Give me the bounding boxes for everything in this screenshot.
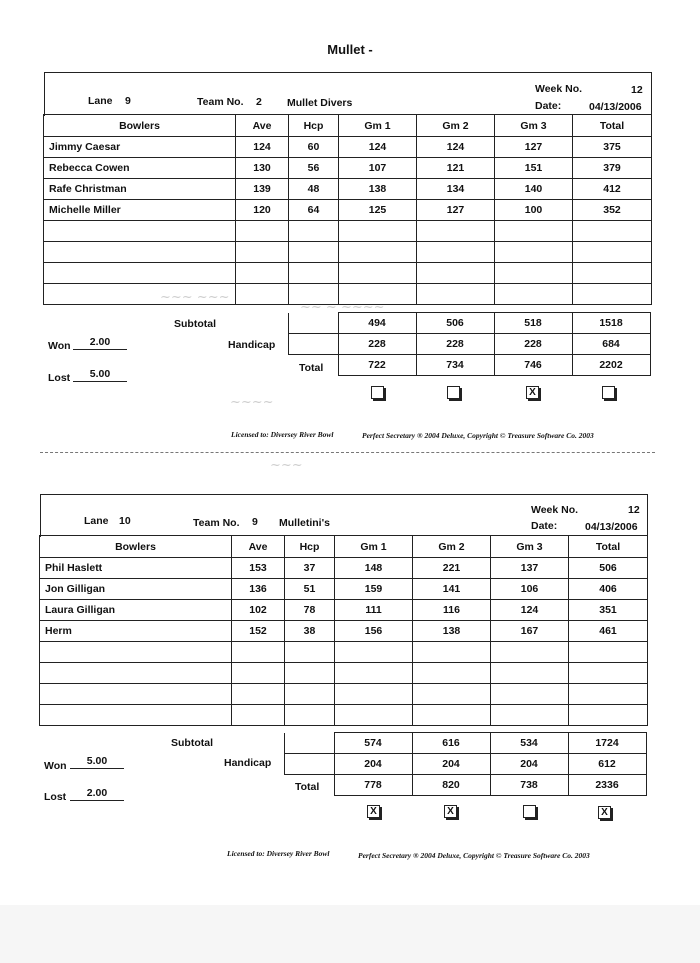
bleed-through-marks: ~~~ xyxy=(270,458,303,473)
bowler-ave: 124 xyxy=(236,137,289,158)
empty-row xyxy=(44,221,652,242)
won-label: Won xyxy=(44,760,67,772)
lane-label: Lane xyxy=(88,95,113,107)
bowler-gm1: 125 xyxy=(339,200,417,221)
subtotal-label: Subtotal xyxy=(174,318,216,330)
bowler-name: Michelle Miller xyxy=(44,200,236,221)
handicap-gm1: 228 xyxy=(338,334,416,355)
table-row xyxy=(40,621,648,642)
subtotal-total: 1518 xyxy=(572,313,650,334)
bleed-through-marks: ~~ ~ ~~~~ xyxy=(300,300,385,315)
handicap-row xyxy=(231,754,646,775)
total-gm2: 734 xyxy=(416,355,494,376)
copyright-text: Perfect Secretary ® 2004 Deluxe, Copyright © Treasure Software Co. 2003 xyxy=(362,431,594,440)
handicap-gm3: 204 xyxy=(490,754,568,775)
total-label: Total xyxy=(299,362,324,374)
total-label: Total xyxy=(295,781,320,793)
bowler-total: 412 xyxy=(573,179,652,200)
bowler-gm1: 138 xyxy=(339,179,417,200)
date-value: 04/13/2006 xyxy=(585,521,638,533)
subtotal-gm2: 616 xyxy=(412,733,490,754)
bowler-name: Rebecca Cowen xyxy=(44,158,236,179)
empty-row xyxy=(40,705,648,726)
empty-row xyxy=(40,663,648,684)
gm2-header: Gm 2 xyxy=(413,536,491,558)
bowler-gm2: 221 xyxy=(413,558,491,579)
totals-table xyxy=(231,732,647,796)
bowler-gm2: 134 xyxy=(417,179,495,200)
bleed-through-marks: ~~~ ~~~ xyxy=(160,290,230,305)
bowler-gm3: 124 xyxy=(491,600,569,621)
total-win-checkbox[interactable]: X xyxy=(598,806,611,819)
bowler-total: 375 xyxy=(573,137,652,158)
bowler-gm3: 140 xyxy=(495,179,573,200)
empty-row xyxy=(44,263,652,284)
bowler-total: 506 xyxy=(569,558,648,579)
bowler-gm1: 159 xyxy=(335,579,413,600)
sheet-header xyxy=(44,72,652,116)
bowler-gm2: 127 xyxy=(417,200,495,221)
subtotal-gm1: 574 xyxy=(334,733,412,754)
bowler-name: Jon Gilligan xyxy=(40,579,232,600)
game3-win-checkbox[interactable]: X xyxy=(526,386,539,399)
bowler-ave: 102 xyxy=(232,600,285,621)
bowler-ave: 136 xyxy=(232,579,285,600)
bowler-total: 461 xyxy=(569,621,648,642)
bowler-gm3: 151 xyxy=(495,158,573,179)
bowler-name: Laura Gilligan xyxy=(40,600,232,621)
week-no-value: 12 xyxy=(628,504,640,516)
game3-win-checkbox[interactable] xyxy=(523,805,536,818)
sheet-header xyxy=(40,494,648,537)
license-text: Licensed to: Diversey River Bowl xyxy=(231,430,334,439)
total-header: Total xyxy=(569,536,648,558)
bowler-gm3: 106 xyxy=(491,579,569,600)
bowler-gm1: 124 xyxy=(339,137,417,158)
total-header: Total xyxy=(573,115,652,137)
bowler-hcp: 60 xyxy=(289,137,339,158)
subtotal-gm1: 494 xyxy=(338,313,416,334)
total-row xyxy=(235,355,650,376)
copyright-text: Perfect Secretary ® 2004 Deluxe, Copyright © Treasure Software Co. 2003 xyxy=(358,851,590,860)
lost-value: 5.00 xyxy=(73,368,127,382)
bowler-gm2: 121 xyxy=(417,158,495,179)
team-no-label: Team No. xyxy=(197,96,244,108)
handicap-gm3: 228 xyxy=(494,334,572,355)
total-total: 2202 xyxy=(572,355,650,376)
game1-win-checkbox[interactable]: X xyxy=(367,805,380,818)
gm3-header: Gm 3 xyxy=(491,536,569,558)
handicap-gm2: 228 xyxy=(416,334,494,355)
week-no-label: Week No. xyxy=(535,83,583,95)
bowler-total: 352 xyxy=(573,200,652,221)
table-row xyxy=(44,158,652,179)
bowler-total: 406 xyxy=(569,579,648,600)
bowler-gm2: 141 xyxy=(413,579,491,600)
license-text: Licensed to: Diversey River Bowl xyxy=(227,849,330,858)
lane-number: 9 xyxy=(125,95,131,107)
total-row xyxy=(231,775,646,796)
table-header-row xyxy=(44,115,652,137)
game2-win-checkbox[interactable] xyxy=(447,386,460,399)
bowler-name: Jimmy Caesar xyxy=(44,137,236,158)
team-no-value: 9 xyxy=(252,516,258,528)
handicap-row xyxy=(235,334,650,355)
bowler-ave: 130 xyxy=(236,158,289,179)
total-win-checkbox[interactable] xyxy=(602,386,615,399)
bowler-gm1: 111 xyxy=(335,600,413,621)
cut-line xyxy=(40,452,655,453)
gm2-header: Gm 2 xyxy=(417,115,495,137)
ave-header: Ave xyxy=(232,536,285,558)
lost-field xyxy=(70,787,124,801)
bowler-hcp: 78 xyxy=(285,600,335,621)
won-value: 5.00 xyxy=(70,755,124,769)
table-row xyxy=(40,600,648,621)
bowler-name: Phil Haslett xyxy=(40,558,232,579)
empty-row xyxy=(40,684,648,705)
bowler-gm1: 107 xyxy=(339,158,417,179)
game1-win-checkbox[interactable] xyxy=(371,386,384,399)
bowlers-header: Bowlers xyxy=(44,115,236,137)
bowler-gm2: 116 xyxy=(413,600,491,621)
won-label: Won xyxy=(48,340,71,352)
bowler-gm2: 138 xyxy=(413,621,491,642)
week-no-value: 12 xyxy=(631,84,643,96)
total-gm3: 746 xyxy=(494,355,572,376)
bowler-hcp: 38 xyxy=(285,621,335,642)
date-value: 04/13/2006 xyxy=(589,101,642,113)
bowler-gm2: 124 xyxy=(417,137,495,158)
subtotal-row xyxy=(231,733,646,754)
page-title: Mullet - xyxy=(327,42,373,57)
gm3-header: Gm 3 xyxy=(495,115,573,137)
won-value: 2.00 xyxy=(73,336,127,350)
date-label: Date: xyxy=(531,520,558,532)
total-gm1: 722 xyxy=(338,355,416,376)
bowler-ave: 139 xyxy=(236,179,289,200)
won-field xyxy=(70,755,124,769)
handicap-label: Handicap xyxy=(224,757,272,769)
game2-win-checkbox[interactable]: X xyxy=(444,805,457,818)
bowler-table xyxy=(43,114,652,305)
bowler-ave: 120 xyxy=(236,200,289,221)
bowler-ave: 153 xyxy=(232,558,285,579)
subtotal-row xyxy=(235,313,650,334)
table-row xyxy=(40,558,648,579)
table-row xyxy=(44,200,652,221)
ave-header: Ave xyxy=(236,115,289,137)
bowler-gm3: 167 xyxy=(491,621,569,642)
bowler-ave: 152 xyxy=(232,621,285,642)
subtotal-label: Subtotal xyxy=(171,737,213,749)
team-name: Mullet Divers xyxy=(287,97,353,109)
bowler-hcp: 48 xyxy=(289,179,339,200)
bleed-through-marks: ~~~~ xyxy=(230,395,274,410)
lost-field xyxy=(73,368,127,382)
empty-row xyxy=(44,284,652,305)
won-field xyxy=(73,336,127,350)
gm1-header: Gm 1 xyxy=(335,536,413,558)
week-no-label: Week No. xyxy=(531,504,579,516)
bowler-hcp: 64 xyxy=(289,200,339,221)
bowler-hcp: 37 xyxy=(285,558,335,579)
bowler-total: 379 xyxy=(573,158,652,179)
bowler-total: 351 xyxy=(569,600,648,621)
bowler-gm3: 137 xyxy=(491,558,569,579)
gm1-header: Gm 1 xyxy=(339,115,417,137)
table-row xyxy=(44,179,652,200)
bowler-gm3: 127 xyxy=(495,137,573,158)
handicap-label: Handicap xyxy=(228,339,276,351)
handicap-gm1: 204 xyxy=(334,754,412,775)
bowler-name: Herm xyxy=(40,621,232,642)
bowler-hcp: 51 xyxy=(285,579,335,600)
handicap-total: 684 xyxy=(572,334,650,355)
empty-row xyxy=(44,242,652,263)
subtotal-gm3: 534 xyxy=(490,733,568,754)
bowlers-header: Bowlers xyxy=(40,536,232,558)
bowler-name: Rafe Christman xyxy=(44,179,236,200)
bowler-gm1: 156 xyxy=(335,621,413,642)
subtotal-total: 1724 xyxy=(568,733,646,754)
bowler-gm3: 100 xyxy=(495,200,573,221)
lane-label: Lane xyxy=(84,515,109,527)
table-row xyxy=(44,137,652,158)
date-label: Date: xyxy=(535,100,562,112)
team-name: Mulletini's xyxy=(279,517,330,529)
hcp-header: Hcp xyxy=(285,536,335,558)
lane-number: 10 xyxy=(119,515,131,527)
bowler-hcp: 56 xyxy=(289,158,339,179)
lost-label: Lost xyxy=(44,791,67,803)
handicap-gm2: 204 xyxy=(412,754,490,775)
team-no-label: Team No. xyxy=(193,517,240,529)
lost-label: Lost xyxy=(48,372,71,384)
team-no-value: 2 xyxy=(256,96,262,108)
total-gm2: 820 xyxy=(412,775,490,796)
handicap-total: 612 xyxy=(568,754,646,775)
lost-value: 2.00 xyxy=(70,787,124,801)
bowler-table xyxy=(39,535,648,726)
total-gm1: 778 xyxy=(334,775,412,796)
hcp-header: Hcp xyxy=(289,115,339,137)
table-row xyxy=(40,579,648,600)
totals-table xyxy=(235,312,651,376)
table-header-row xyxy=(40,536,648,558)
total-total: 2336 xyxy=(568,775,646,796)
total-gm3: 738 xyxy=(490,775,568,796)
subtotal-gm2: 506 xyxy=(416,313,494,334)
bowler-gm1: 148 xyxy=(335,558,413,579)
empty-row xyxy=(40,642,648,663)
subtotal-gm3: 518 xyxy=(494,313,572,334)
